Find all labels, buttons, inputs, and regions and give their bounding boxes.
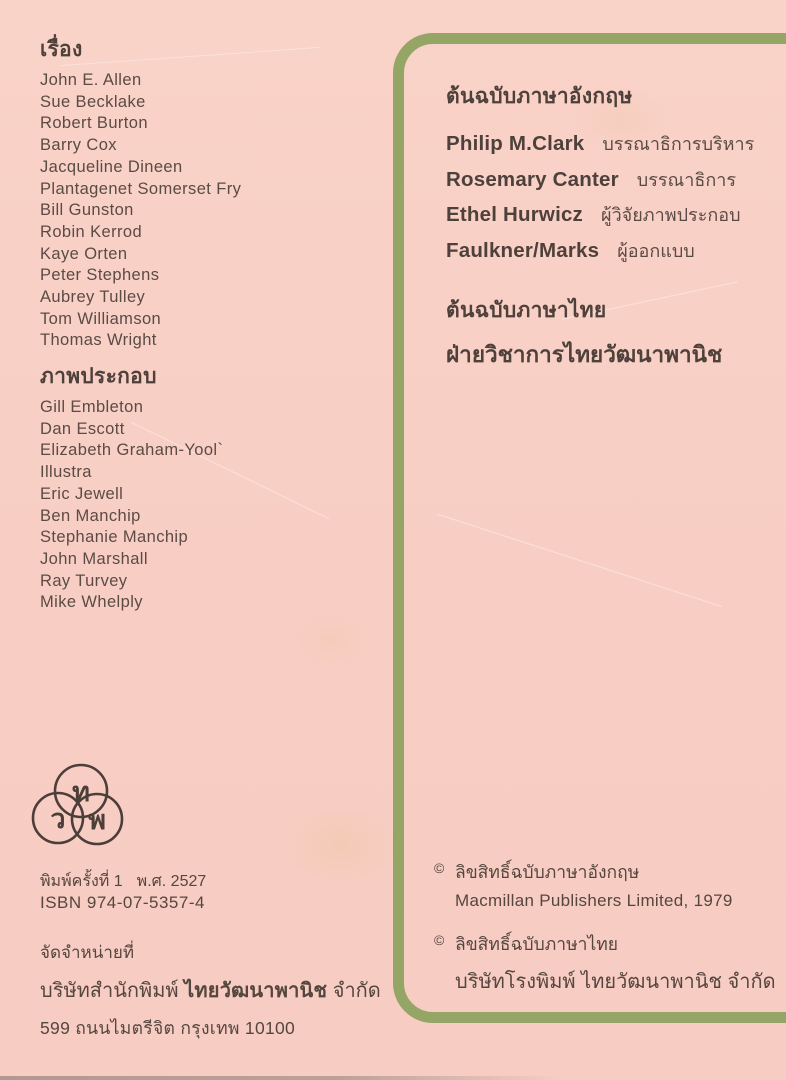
- copyright-thai: [434, 930, 776, 958]
- list-item: Aubrey Tulley: [40, 288, 146, 307]
- printing-year: พ.ศ. 2527: [136, 873, 207, 890]
- list-item: Thomas Wright: [40, 331, 157, 350]
- list-item: Jacqueline Dineen: [40, 157, 183, 176]
- distribution-block: [40, 939, 381, 1042]
- list-item: Mike Whelply: [40, 593, 143, 612]
- distributor-name: บริษัทสำนักพิมพ์ ไทยวัฒนาพานิช จำกัด: [40, 980, 381, 1002]
- copyright-english-label: ลิขสิทธิ์ฉบับภาษาอังกฤษ: [455, 862, 640, 882]
- copyright-icon: ©: [434, 860, 445, 876]
- credit-row: [446, 165, 754, 191]
- credit-name: Rosemary Canter: [446, 167, 619, 191]
- distribution-heading: จัดจำหน่ายที่: [40, 943, 135, 962]
- copyright-thai-label: ลิขสิทธิ์ฉบับภาษาไทย: [455, 934, 619, 954]
- list-item: Tom Williamson: [40, 309, 162, 328]
- copyright-icon: ©: [434, 932, 445, 948]
- list-item: Sue Becklake: [40, 92, 146, 111]
- list-item: Robin Kerrod: [40, 222, 143, 241]
- list-item: Dan Escott: [40, 419, 125, 438]
- publisher-logo-icon: [28, 760, 148, 875]
- logo-letter-right: พ: [88, 805, 106, 835]
- story-section-heading: เรื่อง: [40, 38, 83, 61]
- credit-row: [446, 129, 755, 155]
- list-item: Robert Burton: [40, 114, 148, 133]
- list-item: Bill Gunston: [40, 201, 134, 220]
- list-item: Kaye Orten: [40, 244, 128, 263]
- logo-letter-top: ท: [72, 777, 90, 807]
- printing-edition: พิมพ์ครั้งที่ 1: [40, 873, 123, 890]
- copyright-thai-holder: บริษัทโรงพิมพ์ ไทยวัฒนาพานิช จำกัด: [455, 971, 776, 993]
- illustration-section-heading: ภาพประกอบ: [40, 365, 157, 388]
- list-item: Ray Turvey: [40, 571, 128, 590]
- credit-role: ผู้วิจัยภาพประกอบ: [601, 205, 741, 225]
- list-item: Elizabeth Graham-Yool`: [40, 441, 224, 460]
- list-item: Peter Stephens: [40, 266, 160, 285]
- distributor-address: 599 ถนนไมตรีจิต กรุงเทพ 10100: [40, 1018, 296, 1038]
- credit-name: Ethel Hurwicz: [446, 203, 584, 226]
- logo-letter-left: ว: [50, 804, 66, 834]
- credit-role: ผู้ออกแบบ: [617, 240, 695, 261]
- copyright-english-holder: Macmillan Publishers Limited, 1979: [455, 891, 733, 910]
- credit-name: Philip M.Clark: [446, 132, 585, 155]
- credit-row: [446, 236, 754, 262]
- credit-name: Faulkner/Marks: [446, 238, 600, 262]
- list-item: John E. Allen: [40, 71, 142, 89]
- copyright-english: [434, 858, 776, 886]
- publisher-name-bold: ไทยวัฒนาพานิช: [184, 980, 328, 1002]
- thai-edition-credit: ฝ่ายวิชาการไทยวัฒนาพานิช: [446, 342, 723, 367]
- credit-role: บรรณาธิการบริหาร: [602, 134, 755, 154]
- english-edition-heading: ต้นฉบับภาษาอังกฤษ: [446, 85, 633, 108]
- list-item: Barry Cox: [40, 136, 117, 155]
- list-item: Ben Manchip: [40, 506, 141, 525]
- list-item: Illustra: [40, 463, 92, 482]
- list-item: John Marshall: [40, 549, 148, 568]
- credit-row: [446, 200, 754, 226]
- list-item: Gill Embleton: [40, 398, 144, 416]
- english-edition-credits: [446, 129, 754, 271]
- credit-role: บรรณาธิการ: [636, 169, 736, 190]
- isbn-line: ISBN 974-07-5357-4: [40, 893, 205, 912]
- copyright-block: [434, 858, 776, 997]
- illustrator-list: [40, 397, 223, 614]
- scan-edge-shadow: [0, 1076, 560, 1080]
- list-item: Plantagenet Somerset Fry: [40, 179, 242, 198]
- list-item: Stephanie Manchip: [40, 528, 189, 547]
- author-list: [40, 70, 241, 352]
- printing-line: [40, 869, 206, 894]
- list-item: Eric Jewell: [40, 484, 124, 503]
- paper-scratch: [60, 47, 319, 66]
- thai-edition-heading: ต้นฉบับภาษาไทย: [446, 299, 607, 322]
